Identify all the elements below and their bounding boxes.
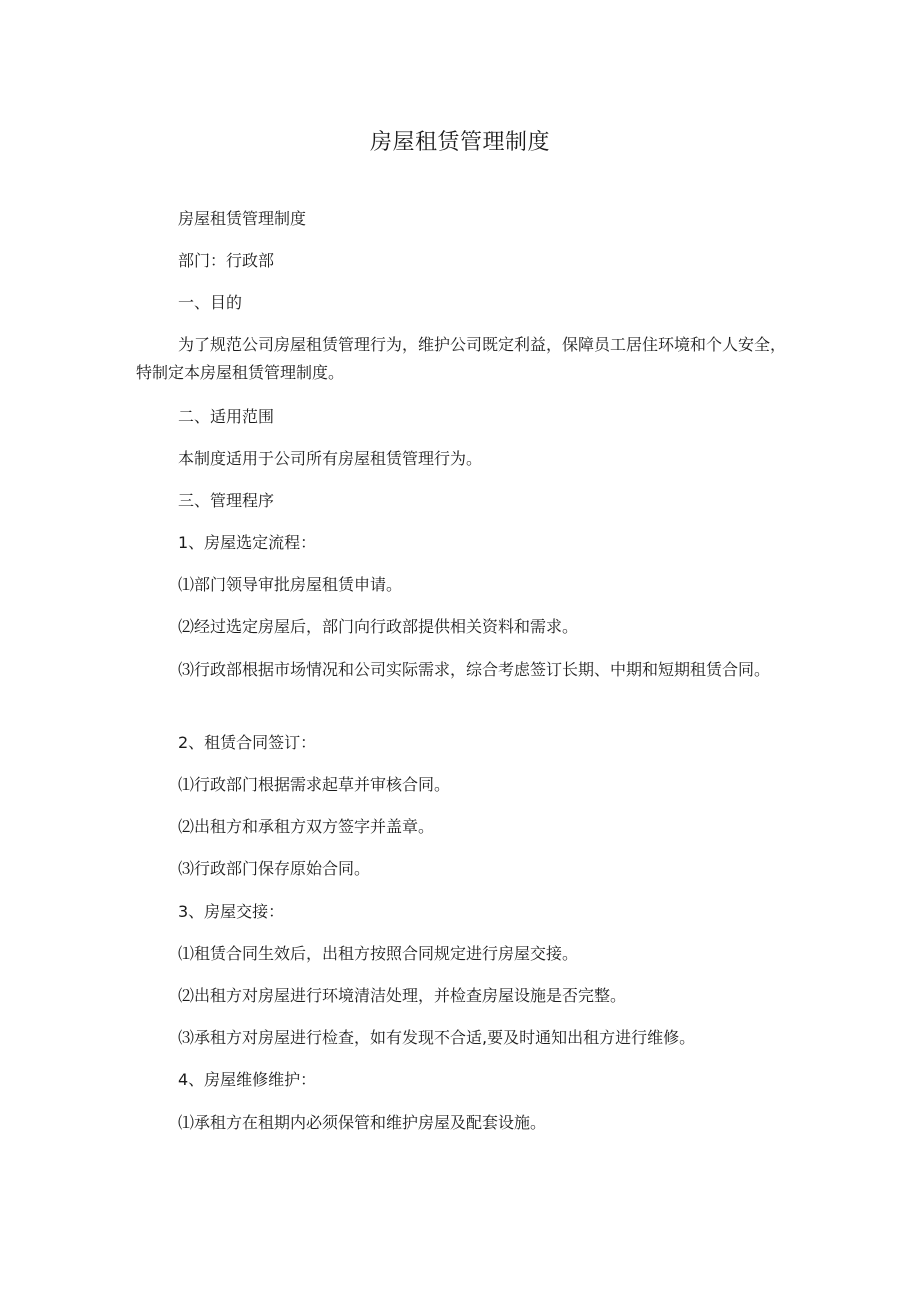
paragraph-scope: 本制度适用于公司所有房屋租赁管理行为。	[178, 449, 483, 468]
subsection-heading-maintenance: 4、房屋维修维护：	[178, 1070, 317, 1089]
list-item: ⑵经过选定房屋后，部门向行政部提供相关资料和需求。	[178, 617, 579, 636]
list-item: ⑴租赁合同生效后，出租方按照合同规定进行房屋交接。	[178, 944, 579, 963]
list-item: ⑵出租方对房屋进行环境清洁处理，并检查房屋设施是否完整。	[178, 986, 627, 1005]
paragraph-purpose: 为了规范公司房屋租赁管理行为，维护公司既定利益，保障员工居住环境和个人安全，特制定本房屋租赁管理制度。	[136, 335, 787, 382]
subsection-heading-handover: 3、房屋交接：	[178, 902, 285, 921]
list-item: ⑶行政部门保存原始合同。	[178, 859, 371, 878]
section-heading-scope: 二、适用范围	[178, 407, 275, 426]
list-item: ⑴部门领导审批房屋租赁申请。	[178, 575, 403, 594]
list-item: ⑴行政部门根据需求起草并审核合同。	[178, 775, 451, 794]
subsection-heading-contract: 2、租赁合同签订：	[178, 733, 317, 752]
list-item: ⑴承租方在租期内必须保管和维护房屋及配套设施。	[178, 1113, 547, 1132]
subtitle-line: 房屋租赁管理制度	[178, 209, 307, 228]
list-item: ⑵出租方和承租方双方签字并盖章。	[178, 817, 435, 836]
list-item: ⑶行政部根据市场情况和公司实际需求，综合考虑签订长期、中期和短期租赁合同。	[178, 660, 771, 679]
list-item: ⑶承租方对房屋进行检查，如有发现不合适,要及时通知出租方进行维修。	[178, 1028, 696, 1047]
section-heading-purpose: 一、目的	[178, 293, 243, 312]
section-heading-procedure: 三、管理程序	[178, 491, 275, 510]
department-line: 部门：行政部	[178, 251, 275, 270]
subsection-heading-selection: 1、房屋选定流程：	[178, 533, 317, 552]
document-title: 房屋租赁管理制度	[369, 130, 550, 155]
